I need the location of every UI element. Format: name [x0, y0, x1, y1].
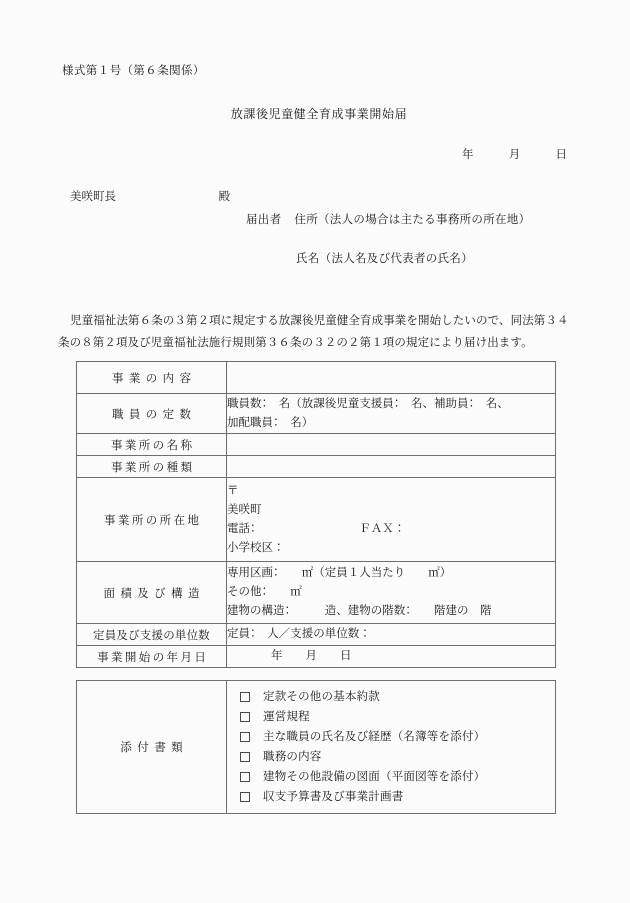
- table-row: [77, 624, 556, 646]
- address-phone-fax-line: 電話： ＦＡＸ：: [227, 522, 406, 535]
- date-line: [462, 146, 567, 162]
- address-postal-line: 〒: [227, 484, 239, 497]
- row-value-business-content[interactable]: [227, 362, 556, 394]
- addressee-name: 美咲町長: [70, 191, 116, 203]
- address-school-district-line: 小学校区：: [227, 541, 285, 554]
- staff-quota-line-1: 職員数： 名（放課後児童支援員： 名、補助員： 名、: [227, 397, 509, 410]
- row-value-facility-address[interactable]: [227, 478, 556, 562]
- checkbox-icon[interactable]: [240, 692, 250, 702]
- start-date-line: 年 月 日: [271, 650, 352, 662]
- capacity-line: 定員： 人／支援の単位数：: [227, 628, 371, 640]
- attachment-label: 建物その他設備の図面（平面図等を添付）: [263, 771, 486, 783]
- attachments-table: [76, 680, 556, 814]
- area-other-line: その他： ㎡: [227, 586, 302, 598]
- submitter-address-label: 住所（法人の場合は主たる事務所の所在地）: [294, 214, 531, 226]
- table-row: [77, 681, 556, 814]
- list-item[interactable]: [227, 747, 555, 767]
- attachment-label: 収支予算書及び事業計画書: [263, 791, 404, 803]
- date-day-label: 日: [555, 149, 567, 161]
- list-item[interactable]: [227, 787, 555, 807]
- row-value-staff-quota[interactable]: [227, 394, 556, 434]
- row-value-facility-name[interactable]: [227, 434, 556, 456]
- row-label-staff-quota: 職員の定数: [77, 394, 227, 434]
- checkbox-icon[interactable]: [240, 792, 250, 802]
- table-row: [77, 434, 556, 456]
- table-row: [77, 394, 556, 434]
- attachment-checklist: [227, 681, 555, 813]
- form-number: 様式第１号（第６条関係）: [62, 65, 205, 77]
- list-item[interactable]: [227, 707, 555, 727]
- table-row: [77, 478, 556, 562]
- row-label-capacity-units: 定員及び支援の単位数: [77, 624, 227, 646]
- date-year-label: 年: [462, 149, 474, 161]
- row-value-capacity-units[interactable]: [227, 624, 556, 646]
- attachment-label: 職務の内容: [263, 751, 322, 763]
- date-month-label: 月: [508, 149, 521, 161]
- area-exclusive-line: 専用区画： ㎡（定員１人当たり ㎡）: [227, 567, 452, 579]
- submitter-address-row: [246, 211, 530, 227]
- row-value-facility-type[interactable]: [227, 456, 556, 478]
- attachment-label: 定款その他の基本約款: [263, 691, 380, 703]
- row-label-area-structure: 面積及び構造: [77, 562, 227, 624]
- addressee-honorific: 殿: [218, 191, 230, 203]
- row-value-area-structure[interactable]: [227, 562, 556, 624]
- staff-quota-line-2: 加配職員： 名）: [227, 416, 314, 429]
- checkbox-icon[interactable]: [240, 772, 250, 782]
- list-item[interactable]: [227, 767, 555, 787]
- table-row: [77, 362, 556, 394]
- addressee-block: [70, 188, 230, 204]
- page-title: 放課後児童健全育成事業開始届: [230, 107, 408, 121]
- row-label-facility-address: 事業所の所在地: [77, 478, 227, 562]
- row-label-start-date: 事業開始の年月日: [77, 646, 227, 668]
- attachment-label: 主な職員の氏名及び経歴（名簿等を添付）: [263, 731, 486, 743]
- row-value-start-date[interactable]: [227, 646, 556, 668]
- attachment-label: 運営規程: [263, 711, 310, 723]
- body-paragraph: 児童福祉法第６条の３第２項に規定する放課後児童健全育成事業を開始したいので、同法第３４条の８第２項及び児童福祉法施行規則第３６条の３２の２第１項の規定により届け出ます。: [58, 315, 569, 349]
- address-town-line: 美咲町: [227, 503, 262, 516]
- application-details-table: [76, 361, 556, 668]
- table-row: [77, 646, 556, 668]
- area-building-line: 建物の構造： 造、建物の階数： 階建の 階: [227, 605, 492, 617]
- checkbox-icon[interactable]: [240, 752, 250, 762]
- table-row: [77, 562, 556, 624]
- row-label-facility-name: 事業所の名称: [77, 434, 227, 456]
- row-label-attachments: 添付書類: [77, 681, 227, 814]
- list-item[interactable]: [227, 687, 555, 707]
- list-item[interactable]: [227, 727, 555, 747]
- submitter-lead-label: 届出者: [246, 214, 282, 226]
- submitter-name-label: 氏名（法人名及び代表者の氏名）: [296, 253, 473, 265]
- checkbox-icon[interactable]: [240, 732, 250, 742]
- row-label-facility-type: 事業所の種類: [77, 456, 227, 478]
- row-value-attachments: [227, 681, 556, 814]
- checkbox-icon[interactable]: [240, 712, 250, 722]
- row-label-business-content: 事業の内容: [77, 362, 227, 394]
- table-row: [77, 456, 556, 478]
